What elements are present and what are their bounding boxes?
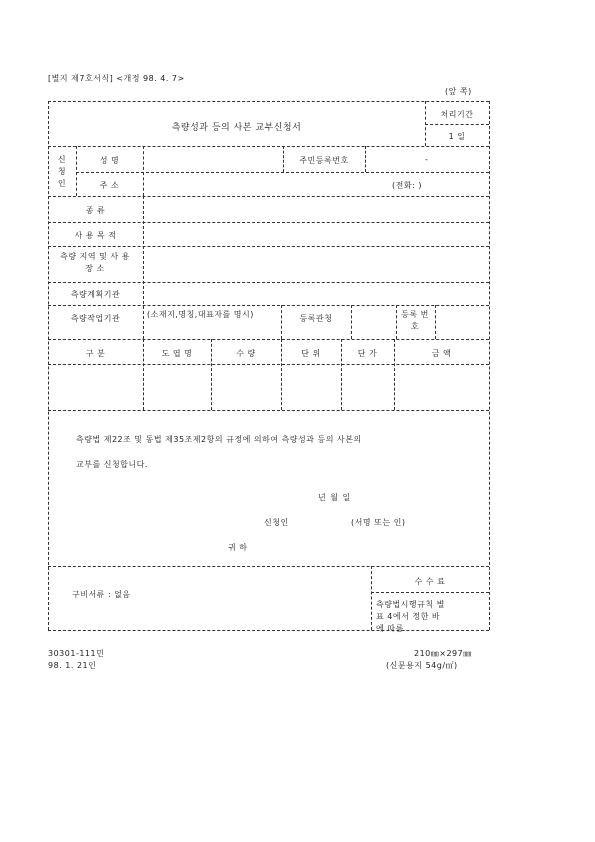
purpose-label: 사 용 목 적: [74, 231, 117, 240]
table-cell-category[interactable]: [51, 367, 140, 407]
page-side-label: (앞 쪽): [445, 87, 472, 96]
processing-period-value: 1 일: [448, 132, 466, 141]
table-header-quantity: 수 량: [236, 349, 256, 358]
form-reference: [별지 제7호서식] <개정 98. 4. 7>: [48, 74, 185, 83]
statement-line-2: 교부를 신청합니다.: [76, 460, 148, 469]
rrn-field[interactable]: -: [425, 155, 429, 164]
purpose-field[interactable]: [147, 225, 485, 244]
registered-agency-field[interactable]: [354, 308, 393, 336]
table-cell-unit-price[interactable]: [344, 367, 391, 407]
table-header-unit: 단 위: [301, 349, 321, 358]
type-field[interactable]: [147, 199, 485, 219]
survey-worker-label: 측량작업기관: [70, 314, 121, 323]
table-cell-sheet-name[interactable]: [146, 367, 208, 407]
paper-size: 210㎜×297㎜: [414, 649, 472, 658]
fee-note-line-2: 표 4에서 정한 바: [376, 612, 441, 621]
form-title: 측량성과 등의 사본 교부신청서: [171, 123, 302, 133]
phone-label: (전화: ): [392, 181, 422, 190]
registered-agency-label: 등록관청: [299, 314, 333, 323]
paper-type: (신문용지 54g/㎡): [386, 661, 458, 670]
rrn-label: 주민등록번호: [299, 156, 349, 165]
planning-agency-field[interactable]: [147, 285, 485, 303]
planning-agency-label: 측량계획기관: [70, 290, 121, 299]
registration-number-label: 등록 번호: [401, 310, 429, 331]
table-header-category: 구 분: [85, 349, 106, 358]
registration-number-field[interactable]: [438, 308, 486, 336]
table-cell-quantity[interactable]: [214, 367, 278, 407]
table-header-unit-price: 단 가: [357, 349, 378, 358]
fee-label: 수 수 료: [414, 577, 446, 586]
type-label: 종 류: [85, 206, 106, 215]
address-label: 주 소: [99, 181, 120, 190]
table-header-amount: 금 액: [431, 349, 452, 358]
table-header-sheet-name: 도 엽 명: [161, 349, 193, 358]
survey-worker-note: (소재지,명칭,대표자를 명시): [147, 310, 254, 319]
area-field[interactable]: [147, 249, 485, 280]
name-field[interactable]: [147, 149, 279, 170]
signature-note: (서명 또는 인): [351, 518, 406, 527]
table-cell-unit[interactable]: [284, 367, 338, 407]
fee-note-line-1: 측량법시행규칙 별: [376, 600, 445, 609]
application-date: 년 월 일: [318, 493, 352, 502]
fee-note-line-3: 에 따름: [376, 624, 404, 633]
statement-line-1: 측량법 제22조 및 동법 제35조제2항의 규정에 의하여 측량성과 등의 사본의: [76, 435, 362, 444]
required-documents-label: 구비서류 : 없음: [72, 590, 131, 599]
address-field[interactable]: [147, 175, 377, 194]
area-label: 측량 지역 및 사 용 장 소: [60, 252, 130, 273]
applicant-signature-label: 신청인: [264, 518, 289, 527]
applicant-group-label: 신 청 인: [57, 155, 67, 188]
processing-period-label: 처리기간: [440, 110, 474, 119]
name-label: 성 명: [99, 156, 120, 165]
addressee-label: 귀 하: [228, 543, 248, 552]
table-cell-amount[interactable]: [397, 367, 486, 407]
form-code: 30301-111민: [48, 649, 105, 658]
approval-date: 98. 1. 21인: [48, 661, 97, 670]
